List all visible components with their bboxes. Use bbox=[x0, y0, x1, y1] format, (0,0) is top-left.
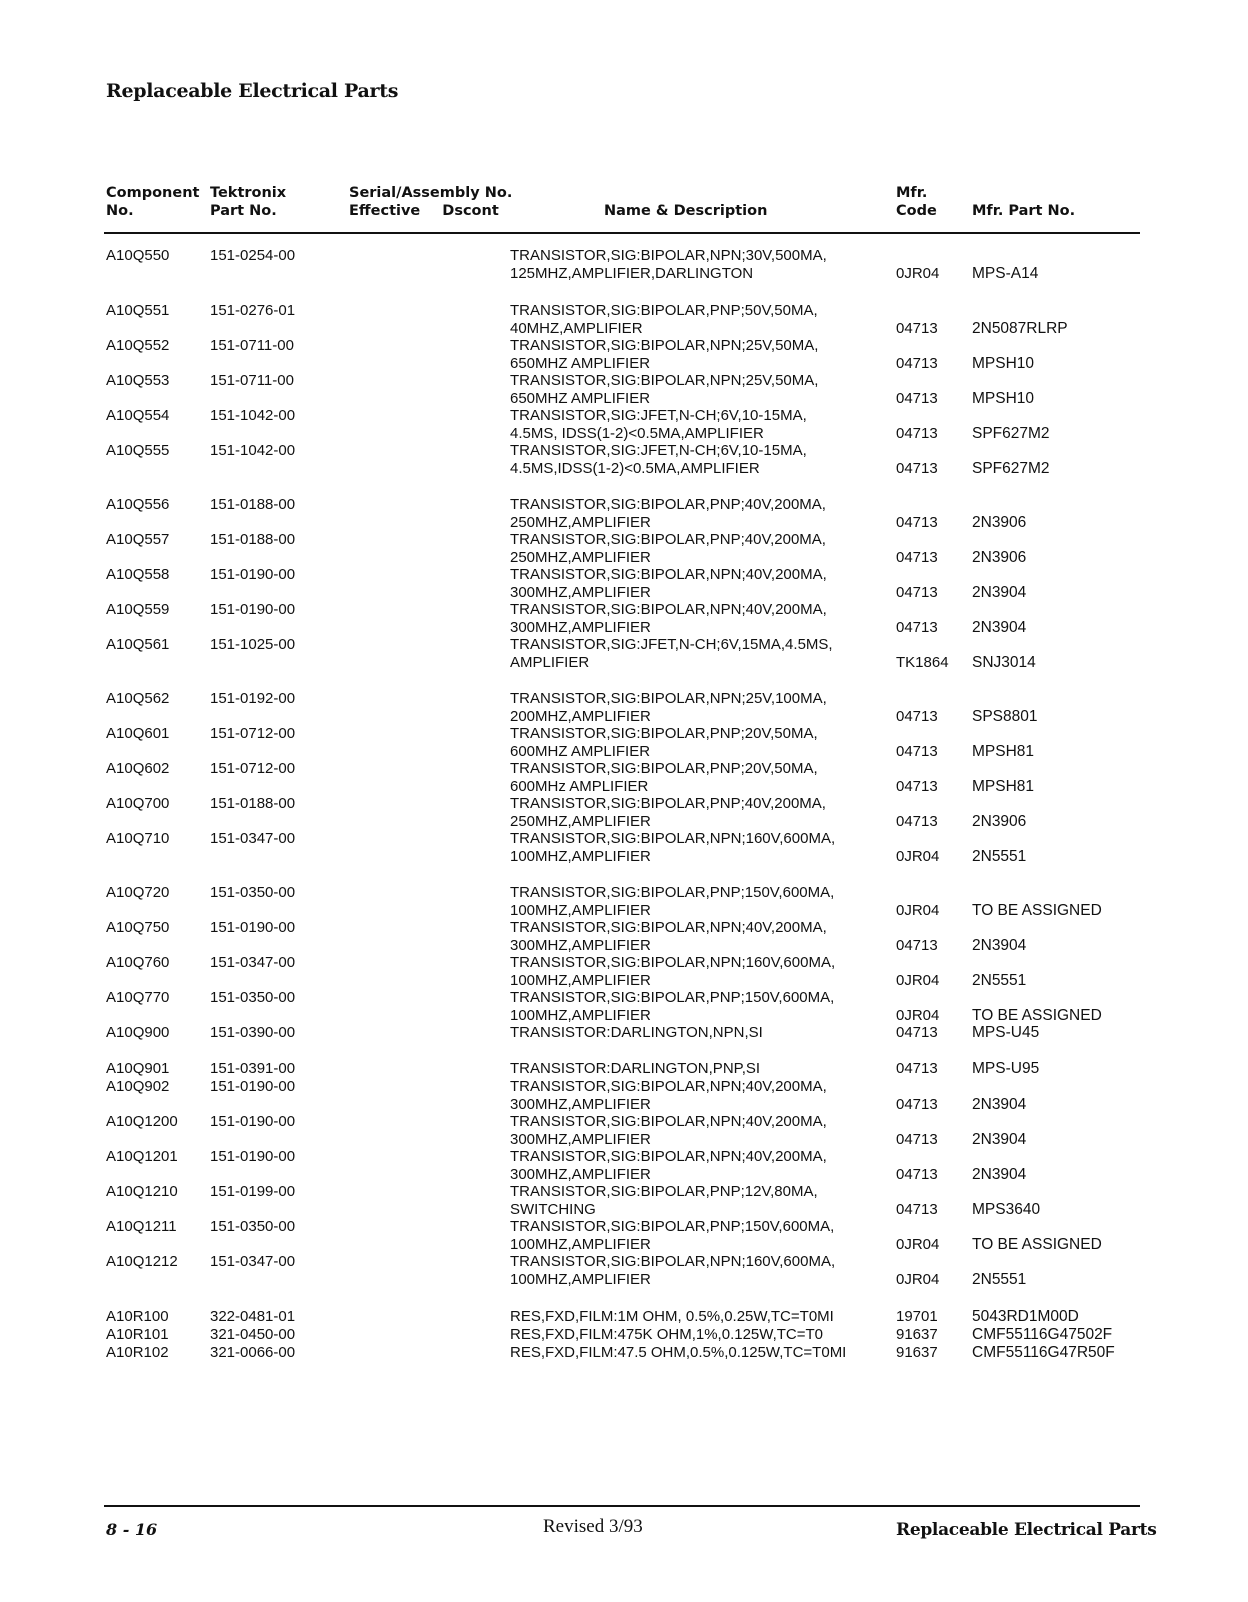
description-line-1: TRANSISTOR,SIG:BIPOLAR,NPN;40V,200MA, bbox=[510, 919, 827, 936]
description-line-2: 300MHZ,AMPLIFIER bbox=[510, 1166, 651, 1183]
description-line-2: 125MHZ,AMPLIFIER,DARLINGTON bbox=[510, 265, 754, 282]
mfr-part-number: 2N3904 bbox=[972, 1166, 1027, 1183]
part-description bbox=[510, 989, 834, 1025]
component-number: A10Q902 bbox=[106, 1078, 170, 1095]
part-description bbox=[510, 1148, 827, 1184]
description-line-1: TRANSISTOR,SIG:BIPOLAR,NPN;40V,200MA, bbox=[510, 1148, 827, 1165]
description-line-1: TRANSISTOR:DARLINGTON,PNP,SI bbox=[510, 1060, 761, 1077]
table-row bbox=[0, 247, 1248, 283]
table-row bbox=[0, 496, 1248, 532]
footer-divider bbox=[104, 1505, 1140, 1507]
mfr-code: 04713 bbox=[896, 320, 938, 337]
mfr-part-number: 2N3906 bbox=[972, 514, 1027, 531]
mfr-code: 0JR04 bbox=[896, 902, 940, 919]
tektronix-part-number: 151-0190-00 bbox=[210, 1113, 296, 1130]
description-line-1: TRANSISTOR,SIG:BIPOLAR,NPN;25V,100MA, bbox=[510, 690, 827, 707]
mfr-part-number: 2N3904 bbox=[972, 584, 1027, 601]
description-line-2: 300MHZ,AMPLIFIER bbox=[510, 1096, 651, 1113]
tektronix-part-number: 151-0711-00 bbox=[210, 372, 294, 389]
mfr-code: 04713 bbox=[896, 743, 938, 760]
mfr-part-number: 2N5551 bbox=[972, 848, 1027, 865]
description-line-2: 4.5MS,IDSS(1-2)<0.5MA,AMPLIFIER bbox=[510, 460, 760, 477]
mfr-part-number: SNJ3014 bbox=[972, 654, 1036, 671]
tektronix-part-number: 151-0350-00 bbox=[210, 989, 296, 1006]
part-description bbox=[510, 1060, 760, 1078]
part-description bbox=[510, 760, 818, 796]
tektronix-part-number: 151-0254-00 bbox=[210, 247, 296, 264]
mfr-code: 04713 bbox=[896, 390, 938, 407]
description-line-1: TRANSISTOR,SIG:BIPOLAR,PNP;150V,600MA, bbox=[510, 989, 835, 1006]
tektronix-part-number: 151-0347-00 bbox=[210, 830, 296, 847]
component-number: A10Q720 bbox=[106, 884, 170, 901]
tektronix-part-number: 151-0190-00 bbox=[210, 919, 296, 936]
table-row bbox=[0, 636, 1248, 672]
tektronix-part-number: 151-0188-00 bbox=[210, 496, 296, 513]
description-line-1: RES,FXD,FILM:47.5 OHM,0.5%,0.125W,TC=T0MI bbox=[510, 1344, 847, 1361]
part-description bbox=[510, 496, 826, 532]
component-number: A10Q602 bbox=[106, 760, 170, 777]
table-row bbox=[0, 954, 1248, 990]
table-row bbox=[0, 1253, 1248, 1289]
table-row bbox=[0, 1060, 1248, 1078]
mfr-code: 0JR04 bbox=[896, 848, 940, 865]
table-row bbox=[0, 919, 1248, 955]
part-description bbox=[510, 690, 827, 726]
part-description bbox=[510, 566, 827, 602]
table-row bbox=[0, 690, 1248, 726]
mfr-code: 04713 bbox=[896, 1096, 938, 1113]
table-row bbox=[0, 760, 1248, 796]
description-line-1: TRANSISTOR,SIG:BIPOLAR,NPN;25V,50MA, bbox=[510, 372, 819, 389]
part-description bbox=[510, 337, 818, 373]
mfr-code: 04713 bbox=[896, 549, 938, 566]
table-row bbox=[0, 1024, 1248, 1042]
mfr-part-number: MPS-U45 bbox=[972, 1024, 1040, 1041]
mfr-part-number: MPS-A14 bbox=[972, 265, 1039, 282]
mfr-part-number: SPF627M2 bbox=[972, 460, 1050, 477]
description-line-2: 650MHZ AMPLIFIER bbox=[510, 355, 651, 372]
table-row bbox=[0, 1308, 1248, 1326]
description-line-1: TRANSISTOR,SIG:BIPOLAR,NPN;40V,200MA, bbox=[510, 566, 827, 583]
part-description bbox=[510, 1344, 846, 1362]
tektronix-part-number: 151-1042-00 bbox=[210, 407, 296, 424]
component-number: A10Q558 bbox=[106, 566, 170, 583]
tektronix-part-number: 151-0192-00 bbox=[210, 690, 296, 707]
mfr-code: 19701 bbox=[896, 1308, 938, 1325]
mfr-part-number: TO BE ASSIGNED bbox=[972, 902, 1102, 919]
mfr-code: 04713 bbox=[896, 1131, 938, 1148]
table-row bbox=[0, 407, 1248, 443]
tektronix-part-number: 321-0066-00 bbox=[210, 1344, 296, 1361]
column-header-serial: Serial/Assembly No. Effective Dscont bbox=[349, 185, 513, 219]
component-number: A10Q556 bbox=[106, 496, 170, 513]
description-line-1: TRANSISTOR,SIG:BIPOLAR,PNP;150V,600MA, bbox=[510, 1218, 835, 1235]
mfr-part-number: 2N3904 bbox=[972, 937, 1027, 954]
mfr-part-number: 2N5087RLRP bbox=[972, 320, 1068, 337]
component-number: A10Q601 bbox=[106, 725, 170, 742]
mfr-code: 0JR04 bbox=[896, 1271, 940, 1288]
description-line-1: TRANSISTOR,SIG:BIPOLAR,PNP;50V,50MA, bbox=[510, 302, 818, 319]
column-header-mfr-code: Mfr. Code bbox=[896, 185, 937, 219]
tektronix-part-number: 151-1042-00 bbox=[210, 442, 296, 459]
component-number: A10Q770 bbox=[106, 989, 170, 1006]
part-description bbox=[510, 1078, 827, 1114]
description-line-1: RES,FXD,FILM:1M OHM, 0.5%,0.25W,TC=T0MI bbox=[510, 1308, 834, 1325]
component-number: A10Q1200 bbox=[106, 1113, 178, 1130]
table-row bbox=[0, 830, 1248, 866]
description-line-1: TRANSISTOR,SIG:BIPOLAR,NPN;40V,200MA, bbox=[510, 601, 827, 618]
tektronix-part-number: 151-0391-00 bbox=[210, 1060, 296, 1077]
component-number: A10R100 bbox=[106, 1308, 169, 1325]
mfr-code: 04713 bbox=[896, 514, 938, 531]
table-row bbox=[0, 1148, 1248, 1184]
description-line-1: TRANSISTOR,SIG:BIPOLAR,PNP;40V,200MA, bbox=[510, 531, 826, 548]
component-number: A10Q551 bbox=[106, 302, 170, 319]
mfr-part-number: TO BE ASSIGNED bbox=[972, 1007, 1102, 1024]
component-number: A10Q557 bbox=[106, 531, 170, 548]
mfr-part-number: MPS3640 bbox=[972, 1201, 1041, 1218]
part-description bbox=[510, 372, 818, 408]
mfr-part-number: 2N3904 bbox=[972, 619, 1027, 636]
table-row bbox=[0, 442, 1248, 478]
page-title: Replaceable Electrical Parts bbox=[106, 80, 399, 102]
part-description bbox=[510, 1326, 823, 1344]
column-header-mfr-part: Mfr. Part No. bbox=[972, 203, 1076, 219]
mfr-part-number: 2N5551 bbox=[972, 972, 1027, 989]
table-row bbox=[0, 1113, 1248, 1149]
column-header-name-description: Name & Description bbox=[604, 203, 768, 219]
tektronix-part-number: 151-0188-00 bbox=[210, 531, 296, 548]
component-number: A10Q901 bbox=[106, 1060, 170, 1077]
component-number: A10R102 bbox=[106, 1344, 169, 1361]
tektronix-part-number: 151-0350-00 bbox=[210, 1218, 296, 1235]
mfr-part-number: SPS8801 bbox=[972, 708, 1038, 725]
description-line-2: AMPLIFIER bbox=[510, 654, 590, 671]
table-row bbox=[0, 566, 1248, 602]
description-line-2: 100MHZ,AMPLIFIER bbox=[510, 972, 651, 989]
description-line-1: TRANSISTOR,SIG:BIPOLAR,NPN;160V,600MA, bbox=[510, 830, 836, 847]
table-row bbox=[0, 1183, 1248, 1219]
component-number: A10Q552 bbox=[106, 337, 170, 354]
component-number: A10Q1211 bbox=[106, 1218, 177, 1235]
component-number: A10Q561 bbox=[106, 636, 170, 653]
table-row bbox=[0, 725, 1248, 761]
component-number: A10Q550 bbox=[106, 247, 170, 264]
component-number: A10Q559 bbox=[106, 601, 170, 618]
part-description bbox=[510, 919, 827, 955]
tektronix-part-number: 151-0350-00 bbox=[210, 884, 296, 901]
mfr-part-number: MPSH10 bbox=[972, 390, 1035, 407]
footer-title: Replaceable Electrical Parts bbox=[896, 1520, 1157, 1540]
mfr-code: 04713 bbox=[896, 425, 938, 442]
tektronix-part-number: 151-0390-00 bbox=[210, 1024, 296, 1041]
part-description bbox=[510, 1218, 834, 1254]
tektronix-part-number: 151-0188-00 bbox=[210, 795, 296, 812]
part-description bbox=[510, 1183, 818, 1219]
tektronix-part-number: 151-0347-00 bbox=[210, 954, 296, 971]
description-line-1: TRANSISTOR,SIG:BIPOLAR,PNP;20V,50MA, bbox=[510, 760, 818, 777]
mfr-code: 04713 bbox=[896, 778, 938, 795]
tektronix-part-number: 151-0190-00 bbox=[210, 1078, 296, 1095]
mfr-part-number: MPS-U95 bbox=[972, 1060, 1040, 1077]
part-description bbox=[510, 1113, 827, 1149]
mfr-part-number: TO BE ASSIGNED bbox=[972, 1236, 1102, 1253]
component-number: A10Q710 bbox=[106, 830, 170, 847]
description-line-1: TRANSISTOR,SIG:BIPOLAR,NPN;25V,50MA, bbox=[510, 337, 819, 354]
tektronix-part-number: 151-0199-00 bbox=[210, 1183, 296, 1200]
tektronix-part-number: 322-0481-01 bbox=[210, 1308, 296, 1325]
description-line-2: 600MHz AMPLIFIER bbox=[510, 778, 649, 795]
part-description bbox=[510, 725, 818, 761]
column-header-tektronix: Tektronix Part No. bbox=[210, 185, 287, 219]
tektronix-part-number: 151-0276-01 bbox=[210, 302, 296, 319]
mfr-code: TK1864 bbox=[896, 654, 949, 671]
table-row bbox=[0, 884, 1248, 920]
tektronix-part-number: 151-0190-00 bbox=[210, 601, 296, 618]
description-line-1: TRANSISTOR,SIG:BIPOLAR,NPN;40V,200MA, bbox=[510, 1078, 827, 1095]
mfr-part-number: 2N3904 bbox=[972, 1131, 1027, 1148]
component-number: A10Q1201 bbox=[106, 1148, 178, 1165]
description-line-1: TRANSISTOR,SIG:JFET,N-CH;6V,15MA,4.5MS, bbox=[510, 636, 833, 653]
table-row bbox=[0, 989, 1248, 1025]
mfr-code: 0JR04 bbox=[896, 1236, 940, 1253]
description-line-1: TRANSISTOR,SIG:BIPOLAR,PNP;40V,200MA, bbox=[510, 496, 826, 513]
mfr-part-number: CMF55116G47502F bbox=[972, 1326, 1113, 1343]
mfr-code: 04713 bbox=[896, 1060, 938, 1077]
table-row bbox=[0, 372, 1248, 408]
description-line-2: 100MHZ,AMPLIFIER bbox=[510, 902, 651, 919]
mfr-code: 04713 bbox=[896, 1166, 938, 1183]
part-description bbox=[510, 302, 818, 338]
description-line-2: 100MHZ,AMPLIFIER bbox=[510, 1007, 651, 1024]
mfr-part-number: MPSH81 bbox=[972, 778, 1035, 795]
table-row bbox=[0, 1078, 1248, 1114]
header-divider bbox=[104, 232, 1140, 234]
part-description bbox=[510, 830, 835, 866]
description-line-1: TRANSISTOR,SIG:BIPOLAR,NPN;160V,600MA, bbox=[510, 1253, 836, 1270]
component-number: A10Q562 bbox=[106, 690, 170, 707]
tektronix-part-number: 151-1025-00 bbox=[210, 636, 296, 653]
description-line-2: 100MHZ,AMPLIFIER bbox=[510, 848, 651, 865]
part-description bbox=[510, 531, 826, 567]
description-line-2: 100MHZ,AMPLIFIER bbox=[510, 1271, 651, 1288]
component-number: A10Q900 bbox=[106, 1024, 170, 1041]
part-description bbox=[510, 795, 826, 831]
table-row bbox=[0, 601, 1248, 637]
description-line-2: 200MHZ,AMPLIFIER bbox=[510, 708, 651, 725]
part-description bbox=[510, 636, 833, 672]
component-number: A10Q1210 bbox=[106, 1183, 178, 1200]
description-line-1: TRANSISTOR,SIG:BIPOLAR,PNP;150V,600MA, bbox=[510, 884, 835, 901]
mfr-code: 04713 bbox=[896, 1201, 938, 1218]
mfr-code: 91637 bbox=[896, 1344, 938, 1361]
mfr-code: 0JR04 bbox=[896, 972, 940, 989]
description-line-1: RES,FXD,FILM:475K OHM,1%,0.125W,TC=T0 bbox=[510, 1326, 824, 1343]
mfr-part-number: 2N3906 bbox=[972, 813, 1027, 830]
mfr-code: 0JR04 bbox=[896, 1007, 940, 1024]
description-line-1: TRANSISTOR,SIG:BIPOLAR,NPN;160V,600MA, bbox=[510, 954, 836, 971]
component-number: A10Q555 bbox=[106, 442, 170, 459]
description-line-2: 250MHZ,AMPLIFIER bbox=[510, 813, 651, 830]
table-row bbox=[0, 795, 1248, 831]
part-description bbox=[510, 247, 827, 283]
component-number: A10Q750 bbox=[106, 919, 170, 936]
part-description bbox=[510, 954, 835, 990]
mfr-part-number: MPSH81 bbox=[972, 743, 1035, 760]
description-line-1: TRANSISTOR,SIG:BIPOLAR,NPN;40V,200MA, bbox=[510, 1113, 827, 1130]
part-description bbox=[510, 884, 834, 920]
part-description bbox=[510, 1308, 834, 1326]
component-number: A10Q554 bbox=[106, 407, 170, 424]
description-line-1: TRANSISTOR,SIG:JFET,N-CH;6V,10-15MA, bbox=[510, 407, 807, 424]
tektronix-part-number: 151-0190-00 bbox=[210, 566, 296, 583]
mfr-part-number: 5043RD1M00D bbox=[972, 1308, 1079, 1325]
mfr-code: 04713 bbox=[896, 813, 938, 830]
tektronix-part-number: 321-0450-00 bbox=[210, 1326, 296, 1343]
mfr-code: 04713 bbox=[896, 619, 938, 636]
mfr-code: 04713 bbox=[896, 708, 938, 725]
mfr-code: 04713 bbox=[896, 460, 938, 477]
part-description bbox=[510, 442, 807, 478]
part-description bbox=[510, 1253, 835, 1289]
mfr-part-number: 2N3906 bbox=[972, 549, 1027, 566]
description-line-1: TRANSISTOR,SIG:BIPOLAR,NPN;30V,500MA, bbox=[510, 247, 827, 264]
mfr-part-number: 2N3904 bbox=[972, 1096, 1027, 1113]
description-line-1: TRANSISTOR,SIG:BIPOLAR,PNP;40V,200MA, bbox=[510, 795, 826, 812]
tektronix-part-number: 151-0190-00 bbox=[210, 1148, 296, 1165]
mfr-code: 04713 bbox=[896, 355, 938, 372]
description-line-2: 300MHZ,AMPLIFIER bbox=[510, 1131, 651, 1148]
tektronix-part-number: 151-0347-00 bbox=[210, 1253, 296, 1270]
mfr-code: 0JR04 bbox=[896, 265, 940, 282]
tektronix-part-number: 151-0712-00 bbox=[210, 725, 296, 742]
component-number: A10Q1212 bbox=[106, 1253, 178, 1270]
description-line-2: 40MHZ,AMPLIFIER bbox=[510, 320, 643, 337]
component-number: A10R101 bbox=[106, 1326, 169, 1343]
table-row bbox=[0, 337, 1248, 373]
description-line-1: TRANSISTOR:DARLINGTON,NPN,SI bbox=[510, 1024, 763, 1041]
description-line-2: 600MHZ AMPLIFIER bbox=[510, 743, 651, 760]
mfr-code: 04713 bbox=[896, 584, 938, 601]
column-header-component: Component No. bbox=[106, 185, 200, 219]
mfr-part-number: SPF627M2 bbox=[972, 425, 1050, 442]
mfr-part-number: MPSH10 bbox=[972, 355, 1035, 372]
component-number: A10Q760 bbox=[106, 954, 170, 971]
description-line-2: SWITCHING bbox=[510, 1201, 596, 1218]
description-line-2: 4.5MS, IDSS(1-2)<0.5MA,AMPLIFIER bbox=[510, 425, 764, 442]
description-line-1: TRANSISTOR,SIG:JFET,N-CH;6V,10-15MA, bbox=[510, 442, 807, 459]
mfr-code: 04713 bbox=[896, 1024, 938, 1041]
table-row bbox=[0, 302, 1248, 338]
description-line-1: TRANSISTOR,SIG:BIPOLAR,PNP;20V,50MA, bbox=[510, 725, 818, 742]
mfr-part-number: CMF55116G47R50F bbox=[972, 1344, 1115, 1361]
table-row bbox=[0, 1344, 1248, 1362]
description-line-2: 250MHZ,AMPLIFIER bbox=[510, 549, 651, 566]
component-number: A10Q553 bbox=[106, 372, 170, 389]
description-line-2: 250MHZ,AMPLIFIER bbox=[510, 514, 651, 531]
page-number: 8 - 16 bbox=[106, 1520, 158, 1539]
table-row bbox=[0, 1326, 1248, 1344]
mfr-code: 04713 bbox=[896, 937, 938, 954]
tektronix-part-number: 151-0712-00 bbox=[210, 760, 296, 777]
tektronix-part-number: 151-0711-00 bbox=[210, 337, 294, 354]
mfr-part-number: 2N5551 bbox=[972, 1271, 1027, 1288]
description-line-2: 300MHZ,AMPLIFIER bbox=[510, 937, 651, 954]
table-row bbox=[0, 1218, 1248, 1254]
part-description bbox=[510, 601, 827, 637]
component-number: A10Q700 bbox=[106, 795, 170, 812]
description-line-2: 100MHZ,AMPLIFIER bbox=[510, 1236, 651, 1253]
description-line-1: TRANSISTOR,SIG:BIPOLAR,PNP;12V,80MA, bbox=[510, 1183, 818, 1200]
description-line-2: 300MHZ,AMPLIFIER bbox=[510, 584, 651, 601]
description-line-2: 650MHZ AMPLIFIER bbox=[510, 390, 651, 407]
description-line-2: 300MHZ,AMPLIFIER bbox=[510, 619, 651, 636]
mfr-code: 91637 bbox=[896, 1326, 938, 1343]
part-description bbox=[510, 407, 807, 443]
table-row bbox=[0, 531, 1248, 567]
revision-note: Revised 3/93 bbox=[543, 1516, 643, 1537]
part-description bbox=[510, 1024, 763, 1042]
